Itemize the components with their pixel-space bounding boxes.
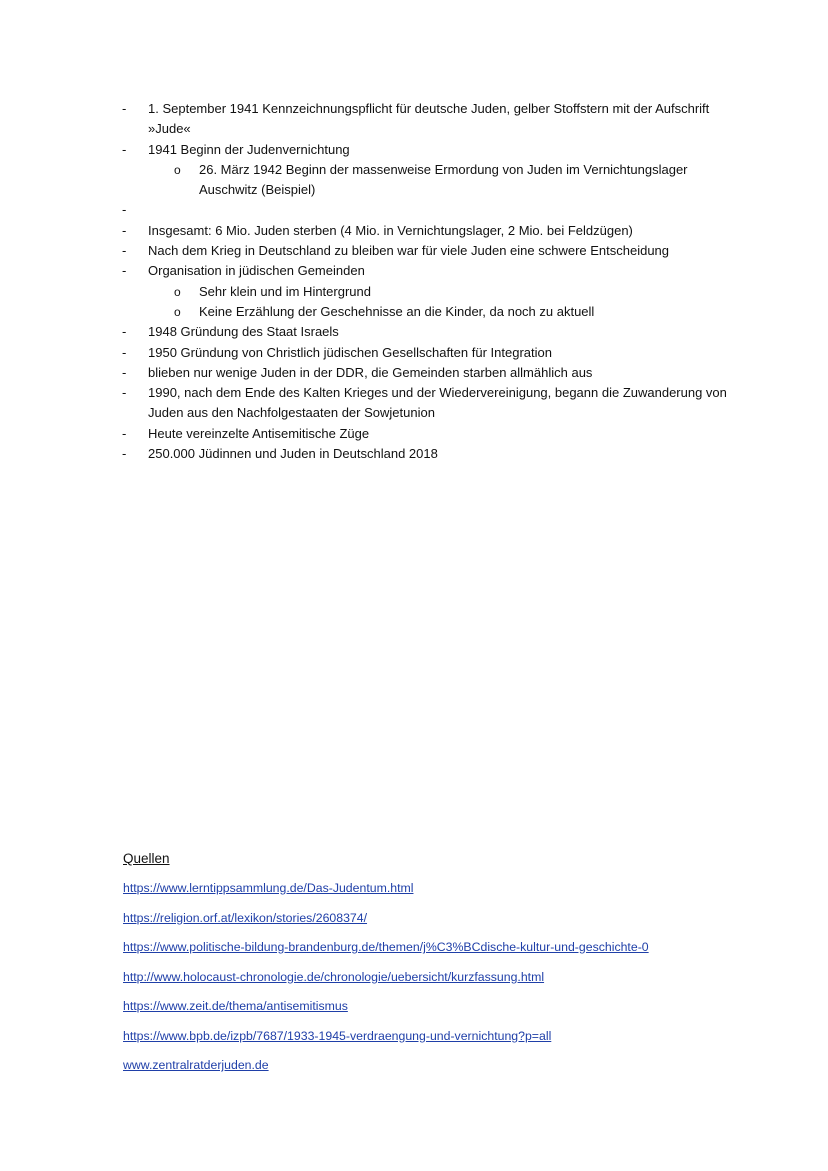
list-item — [0, 363, 828, 383]
list-item-text: 250.000 Jüdinnen und Juden in Deutschland 2018 — [148, 446, 438, 462]
list-item-text: blieben nur wenige Juden in der DDR, die Gemeinden starben allmählich aus — [148, 364, 593, 380]
sub-list-marker: o — [174, 162, 181, 177]
source-link[interactable]: https://www.zeit.de/thema/antisemitismus — [123, 999, 348, 1013]
sources-heading: Quellen — [123, 851, 170, 866]
list-item-text: Organisation in jüdischen Gemeinden — [148, 263, 365, 279]
list-marker: - — [122, 141, 127, 157]
list-item — [0, 343, 828, 363]
list-marker: - — [122, 344, 127, 360]
list-item — [0, 261, 828, 281]
list-marker: - — [122, 101, 127, 116]
list-marker: - — [122, 385, 127, 401]
list-item — [0, 322, 828, 342]
list-marker: - — [122, 202, 127, 218]
list-item-text: 1950 Gründung von Christlich jüdischen Gesellschaften für Integration — [148, 344, 552, 360]
list-item — [0, 241, 828, 261]
list-item-text: Nach dem Krieg in Deutschland zu bleiben war für viele Juden eine schwere Entscheidung — [148, 243, 670, 259]
list-item-text: 1941 Beginn der Judenvernichtung — [148, 141, 350, 157]
list-marker: - — [122, 243, 127, 259]
list-item-text: 1990, nach dem Ende des Kalten Krieges und der Wiedervereinigung, begann die Zuwanderung von Juden aus den Nachfolgestaaten der Sowjetunion — [148, 385, 727, 421]
sources-section — [123, 850, 763, 1086]
sub-list-item-text: 26. März 1942 Beginn der massenweise Ermordung von Juden im Vernichtungslager Auschwitz (Beispiel) — [199, 161, 688, 198]
sub-list-item-text: Keine Erzählung der Geschehnisse an die Kinder, da noch zu aktuell — [199, 303, 595, 319]
source-link[interactable]: https://www.politische-bildung-brandenburg.de/themen/j%C3%BCdische-kultur-und-geschichte-0 — [123, 940, 649, 954]
source-link[interactable]: https://www.bpb.de/izpb/7687/1933-1945-verdraengung-und-vernichtung?p=all — [123, 1028, 552, 1043]
list-marker: - — [122, 324, 127, 340]
list-marker: - — [122, 425, 127, 441]
sub-list-marker: o — [174, 304, 181, 319]
list-marker: - — [122, 446, 127, 462]
bullet-list — [0, 99, 828, 464]
list-marker: - — [122, 222, 127, 238]
source-link[interactable]: http://www.holocaust-chronologie.de/chronologie/uebersicht/kurzfassung.html — [123, 969, 545, 984]
sub-list-item — [0, 282, 828, 302]
list-item — [0, 383, 828, 424]
list-item-text: 1948 Gründung des Staat Israels — [148, 324, 339, 340]
list-item — [0, 99, 828, 140]
list-item-text: Heute vereinzelte Antisemitische Züge — [148, 425, 370, 441]
list-item — [0, 424, 828, 444]
list-item-empty — [0, 200, 828, 220]
list-item — [0, 140, 828, 160]
sub-list-item-text: Sehr klein und im Hintergrund — [199, 283, 371, 299]
source-link[interactable]: www.zentralratderjuden.de — [123, 1058, 269, 1072]
source-link[interactable]: https://religion.orf.at/lexikon/stories/2608374/ — [123, 910, 368, 925]
list-item-text: Insgesamt: 6 Mio. Juden sterben (4 Mio. in Vernichtungslager, 2 Mio. bei Feldzügen) — [148, 222, 633, 238]
list-marker: - — [122, 263, 127, 279]
list-item — [0, 221, 828, 241]
source-link[interactable]: https://www.lerntippsammlung.de/Das-Judentum.html — [123, 881, 414, 895]
sub-list-item — [0, 302, 828, 322]
sub-list-marker: o — [174, 284, 181, 299]
sub-list-item — [0, 160, 828, 201]
list-item-text: 1. September 1941 Kennzeichnungspflicht für deutsche Juden, gelber Stoffstern mit der Aufschrift »Jude« — [148, 101, 710, 137]
list-marker: - — [122, 364, 127, 380]
list-item — [0, 444, 828, 464]
